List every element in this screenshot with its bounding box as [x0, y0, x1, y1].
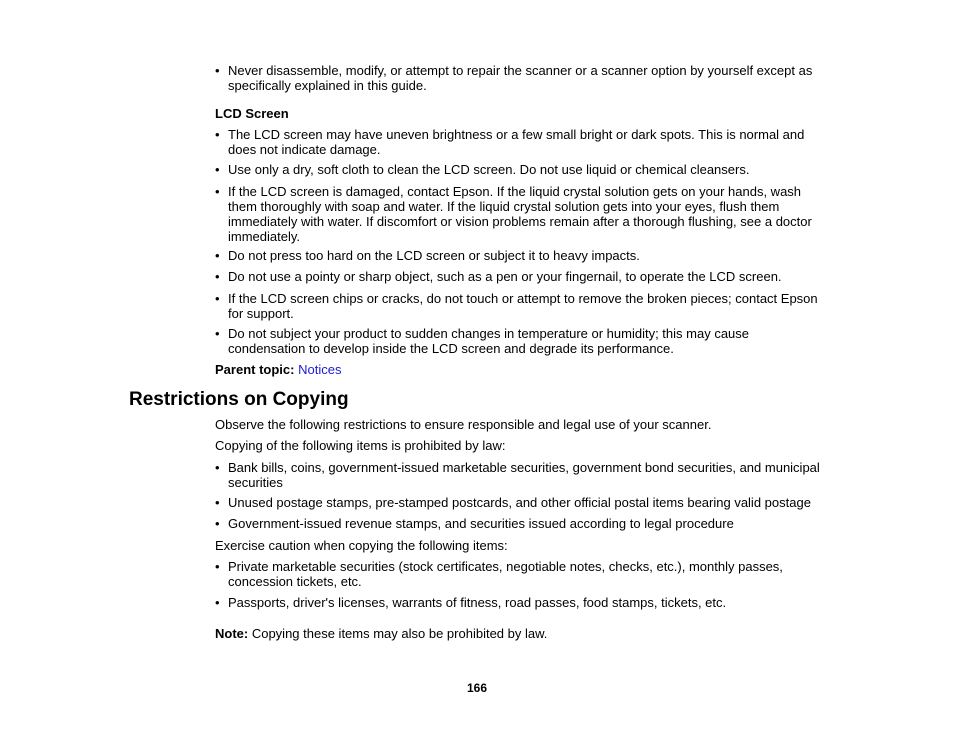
bullet-text: Use only a dry, soft cloth to clean the LCD screen. Do not use liquid or chemical cleansers.: [228, 162, 750, 177]
note-text: Copying these items may also be prohibited by law.: [248, 626, 548, 641]
bullet-text: If the LCD screen chips or cracks, do not touch or attempt to remove the broken pieces; contact Epson for support.: [228, 291, 818, 321]
bullet-text: Never disassemble, modify, or attempt to repair the scanner or a scanner option by yourself except as specifically explained in this guide.: [228, 63, 813, 93]
bullet-marker: •: [215, 184, 220, 199]
bullet-text: Passports, driver's licenses, warrants of fitness, road passes, food stamps, tickets, etc.: [228, 595, 727, 610]
prohibited-intro: Copying of the following items is prohibited by law:: [215, 438, 506, 453]
section-heading: LCD Screen: [215, 106, 289, 121]
parent-topic-link[interactable]: Notices: [298, 362, 342, 377]
page-title: Restrictions on Copying: [129, 389, 349, 410]
bullet-marker: •: [215, 595, 220, 610]
bullet-text: Private marketable securities (stock certificates, negotiable notes, checks, etc.), monthly passes, concession tickets, etc.: [228, 559, 783, 589]
bullet-marker: •: [215, 291, 220, 306]
bullet-marker: •: [215, 495, 220, 510]
bullet-marker: •: [215, 127, 220, 142]
bullet-marker: •: [215, 162, 220, 177]
bullet-text: If the LCD screen is damaged, contact Epson. If the liquid crystal solution gets on your hands, wash them thoroughly with soap and water. If the liquid crystal solution gets into your eyes, flush them immediately with water. If discomfort or vision problems remain after a thorough flushing, see a doctor immediately.: [228, 184, 812, 244]
note-label: Note:: [215, 626, 249, 641]
bullet-text: Do not use a pointy or sharp object, such as a pen or your fingernail, to operate the LCD screen.: [228, 269, 782, 284]
note: [215, 626, 835, 641]
bullet-text: Unused postage stamps, pre-stamped postcards, and other official postal items bearing valid postage: [228, 495, 811, 510]
page-number: 166: [466, 681, 488, 695]
bullet-marker: •: [215, 326, 220, 341]
bullet-marker: •: [215, 559, 220, 574]
bullet-text: Government-issued revenue stamps, and securities issued according to legal procedure: [228, 516, 734, 531]
bullet-text: Bank bills, coins, government-issued marketable securities, government bond securities, and municipal securities: [228, 460, 820, 490]
bullet-text: Do not press too hard on the LCD screen or subject it to heavy impacts.: [228, 248, 640, 263]
parent-topic-label: Parent topic:: [215, 362, 295, 377]
bullet-text: The LCD screen may have uneven brightness or a few small bright or dark spots. This is normal and does not indicate damage.: [228, 127, 805, 157]
bullet-marker: •: [215, 63, 220, 78]
parent-topic: [215, 362, 835, 377]
bullet-text: Do not subject your product to sudden changes in temperature or humidity; this may cause condensation to develop inside the LCD screen and degrade its performance.: [228, 326, 750, 356]
bullet-marker: •: [215, 248, 220, 263]
bullet-marker: •: [215, 516, 220, 531]
caution-intro: Exercise caution when copying the following items:: [215, 538, 508, 553]
bullet-marker: •: [215, 460, 220, 475]
bullet-marker: •: [215, 269, 220, 284]
intro-paragraph: Observe the following restrictions to ensure responsible and legal use of your scanner.: [215, 417, 712, 432]
